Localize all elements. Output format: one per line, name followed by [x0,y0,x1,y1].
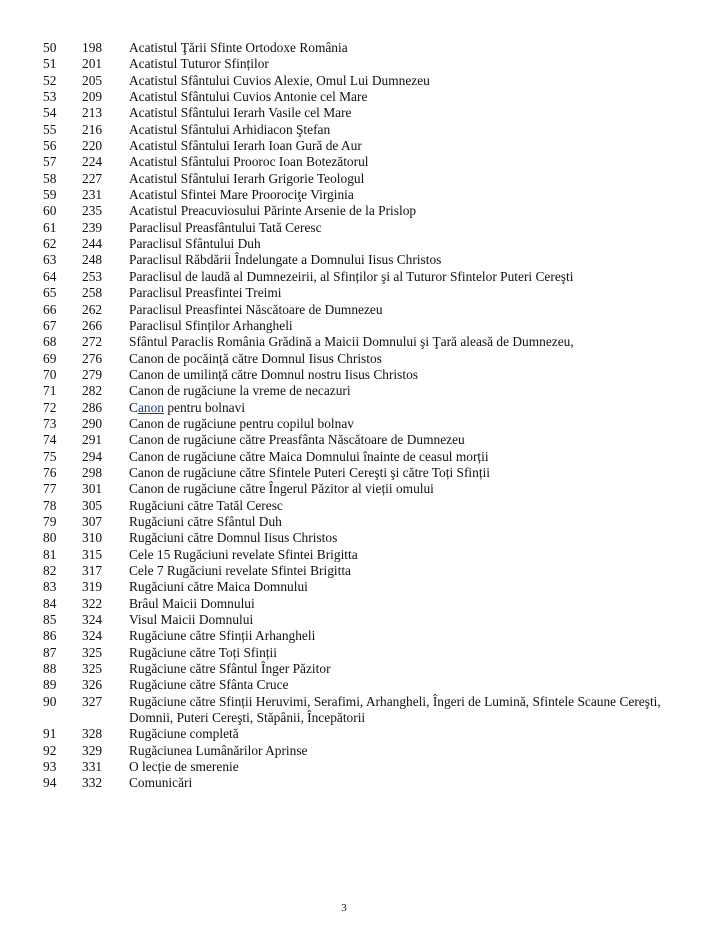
toc-entry [0,759,728,775]
entry-page: 258 [82,285,103,301]
entry-title: Rugăciune către Sfinții Heruvimi, Serafimi, Arhangheli, Îngeri de Lumină, Sfintele Scaune Cereşti, Domnii, Puteri Cereşti, Stăpânii, Începătorii [129,693,661,726]
entry-title: Visul Maicii Domnului [129,612,254,628]
entry-page: 291 [82,432,103,448]
entry-number: 76 [43,464,57,480]
entry-title: Comunicări [129,775,193,791]
entry-number: 55 [43,121,57,137]
entry-page: 332 [82,775,103,791]
toc-entry [0,530,728,546]
entry-page: 224 [82,154,103,170]
entry-page: 253 [82,268,103,284]
entry-number: 91 [43,726,57,742]
entry-title: Rugăciune completă [129,726,239,742]
toc-entry [0,628,728,644]
toc-entry [0,285,728,301]
entry-number: 68 [43,334,57,350]
entry-number: 78 [43,497,57,513]
page-number: 3 [341,902,347,914]
toc-entry [0,596,728,612]
entry-page: 315 [82,546,103,562]
entry-page: 307 [82,513,103,529]
toc-entry [0,236,728,252]
entry-page: 326 [82,677,103,693]
entry-title: Rugăciunea Lumânărilor Aprinse [129,742,308,758]
entry-number: 65 [43,285,57,301]
toc-entry [0,138,728,154]
entry-title: Acatistul Sfântului Cuvios Alexie, Omul Lui Dumnezeu [129,72,430,88]
toc-entry [0,56,728,72]
entry-page: 317 [82,563,103,578]
entry-number: 71 [43,383,57,399]
entry-number: 67 [43,317,57,333]
toc-entry [0,563,728,579]
entry-title: Acatistul Ţării Sfinte Ortodoxe România [129,40,348,55]
entry-title: Cele 15 Rugăciuni revelate Sfintei Brigitta [129,546,358,562]
entry-page: 239 [82,219,103,235]
entry-title: Rugăciune către Sfântul Înger Păzitor [129,661,331,677]
entry-number: 88 [43,661,57,677]
entry-number: 84 [43,595,57,611]
entry-number: 83 [43,579,57,595]
toc-entry [0,481,728,497]
entry-number: 82 [43,563,57,578]
entry-title: Paraclisul Preasfântului Tată Ceresc [129,219,322,235]
entry-title-link[interactable]: anon [137,399,164,415]
entry-number: 57 [43,154,57,170]
entry-number: 54 [43,105,57,121]
toc-entry [0,187,728,203]
table-of-contents [0,40,728,792]
entry-number: 93 [43,759,57,775]
entry-number: 74 [43,432,57,448]
entry-page: 216 [82,121,103,137]
toc-entry [0,743,728,759]
entry-number: 80 [43,530,57,546]
entry-number: 89 [43,677,57,693]
entry-page: 310 [82,530,103,546]
entry-title: Acatistul Tuturor Sfinților [129,56,269,72]
toc-entry [0,351,728,367]
entry-page: 227 [82,170,103,186]
entry-page: 305 [82,497,103,513]
entry-number: 70 [43,366,57,382]
entry-title: Rugăciune către Toți Sfinții [129,644,277,660]
entry-number: 53 [43,89,57,105]
toc-entry [0,449,728,465]
entry-page: 298 [82,464,103,480]
toc-entry [0,318,728,334]
toc-entry [0,73,728,89]
entry-title: Brâul Maicii Domnului [129,595,255,611]
entry-number: 94 [43,775,57,791]
toc-entry [0,726,728,742]
toc-entry [0,547,728,563]
entry-number: 60 [43,203,57,219]
entry-number: 64 [43,268,57,284]
toc-entry [0,122,728,138]
entry-page: 282 [82,383,103,399]
entry-title-prefix: C [129,399,138,415]
entry-number: 92 [43,742,57,758]
entry-page: 198 [82,40,103,55]
entry-number: 51 [43,56,57,72]
toc-entry [0,465,728,481]
entry-title: Acatistul Sfântului Ierarh Ioan Gură de Aur [129,138,362,154]
entry-number: 56 [43,138,57,154]
entry-title: Acatistul Sfintei Mare Proorociţe Virginia [129,187,354,203]
toc-entry [0,694,728,727]
entry-page: 276 [82,350,103,366]
entry-title: Canon de rugăciune către Îngerul Păzitor al vieții omului [129,481,434,497]
entry-page: 294 [82,448,103,464]
entry-number: 58 [43,170,57,186]
entry-title: Acatistul Sfântului Ierarh Vasile cel Mare [129,105,352,121]
toc-entry [0,514,728,530]
entry-page: 322 [82,595,103,611]
toc-entry [0,105,728,121]
entry-title: Paraclisul Preasfintei Treimi [129,285,282,301]
entry-page: 325 [82,661,103,677]
entry-page: 279 [82,366,103,382]
entry-title: Acatistul Sfântului Arhidiacon Ştefan [129,121,331,137]
toc-entry [0,498,728,514]
entry-title: Canon de rugăciune pentru copilul bolnav [129,415,354,431]
entry-title [129,400,689,416]
entry-page: 324 [82,628,103,644]
entry-number: 86 [43,628,57,644]
entry-title: Paraclisul de laudă al Dumnezeirii, al Sfinților şi al Tuturor Sfintelor Puteri Cereşti [129,268,574,284]
entry-page: 286 [82,399,103,415]
entry-number: 69 [43,350,57,366]
entry-page: 328 [82,726,103,742]
entry-title: Canon de rugăciune către Preasfânta Născătoare de Dumnezeu [129,432,465,448]
entry-number: 87 [43,644,57,660]
toc-entry [0,645,728,661]
toc-entry [0,383,728,399]
toc-entry [0,367,728,383]
toc-entry [0,203,728,219]
entry-title: O lecție de smerenie [129,759,239,775]
entry-number: 62 [43,236,57,252]
entry-number: 72 [43,399,57,415]
entry-page: 220 [82,138,103,154]
entry-number: 59 [43,187,57,203]
toc-entry [0,661,728,677]
entry-page: 244 [82,236,103,252]
entry-title: Rugăciuni către Sfântul Duh [129,513,282,529]
entry-number: 75 [43,448,57,464]
entry-title: Rugăciuni către Domnul Iisus Christos [129,530,338,546]
entry-page: 231 [82,187,103,203]
entry-title: Canon de rugăciune către Maica Domnului înainte de ceasul morții [129,448,489,464]
entry-page: 201 [82,56,103,72]
toc-entry [0,416,728,432]
toc-entry [0,334,728,350]
entry-number: 90 [43,693,57,709]
toc-entry [0,400,728,416]
entry-page: 324 [82,612,103,628]
entry-page: 266 [82,317,103,333]
entry-page: 272 [82,334,103,350]
toc-entry [0,89,728,105]
entry-page: 290 [82,415,103,431]
toc-entry [0,252,728,268]
entry-title: Canon de pocăință către Domnul Iisus Christos [129,350,382,366]
entry-number: 50 [43,40,57,55]
entry-page: 213 [82,105,103,121]
toc-entry [0,677,728,693]
entry-page: 262 [82,301,103,317]
toc-entry [0,432,728,448]
entry-number: 52 [43,72,57,88]
entry-title: Sfântul Paraclis România Grădină a Maicii Domnului şi Ţară aleasă de Dumnezeu, [129,334,574,350]
toc-entry [0,269,728,285]
toc-entry [0,40,728,56]
toc-entry [0,579,728,595]
entry-number: 73 [43,415,57,431]
entry-title: Paraclisul Răbdării Îndelungate a Domnului Iisus Christos [129,252,442,268]
entry-title: Paraclisul Sfântului Duh [129,236,261,252]
entry-page: 235 [82,203,103,219]
entry-title: Acatistul Sfântului Cuvios Antonie cel Mare [129,89,368,105]
entry-number: 61 [43,219,57,235]
toc-entry [0,154,728,170]
toc-entry [0,612,728,628]
entry-number: 85 [43,612,57,628]
entry-page: 301 [82,481,103,497]
entry-number: 81 [43,546,57,562]
entry-title: Acatistul Preacuviosului Părinte Arsenie de la Prislop [129,203,417,219]
entry-title: Acatistul Sfântului Ierarh Grigorie Teologul [129,170,365,186]
entry-title: Rugăciune către Sfinții Arhangheli [129,628,316,644]
entry-page: 325 [82,644,103,660]
entry-page: 331 [82,759,103,775]
toc-entry [0,171,728,187]
entry-title: Canon de rugăciune la vreme de necazuri [129,383,351,399]
toc-entry [0,220,728,236]
entry-page: 248 [82,252,103,268]
entry-number: 63 [43,252,57,268]
entry-title: Paraclisul Preasfintei Născătoare de Dumnezeu [129,301,383,317]
entry-title: Paraclisul Sfinților Arhangheli [129,317,293,333]
toc-entry [0,775,728,791]
entry-number: 66 [43,301,57,317]
entry-number: 79 [43,513,57,529]
entry-title: Acatistul Sfântului Prooroc Ioan Botezătorul [129,154,369,170]
entry-title: Canon de umilință către Domnul nostru Iisus Christos [129,366,418,382]
entry-page: 205 [82,72,103,88]
toc-entry [0,302,728,318]
entry-title-suffix: pentru bolnavi [163,399,246,415]
entry-page: 319 [82,579,103,595]
entry-title: Canon de rugăciune către Sfintele Puteri Cereşti şi către Toți Sfinții [129,464,491,480]
entry-page: 327 [82,693,103,709]
entry-title: Rugăciune către Sfânta Cruce [129,677,289,693]
entry-title: Cele 7 Rugăciuni revelate Sfintei Brigitta [129,563,351,578]
entry-page: 329 [82,742,103,758]
entry-title: Rugăciuni către Maica Domnului [129,579,308,595]
entry-page: 209 [82,89,103,105]
entry-title: Rugăciuni către Tatăl Ceresc [129,497,283,513]
entry-number: 77 [43,481,57,497]
